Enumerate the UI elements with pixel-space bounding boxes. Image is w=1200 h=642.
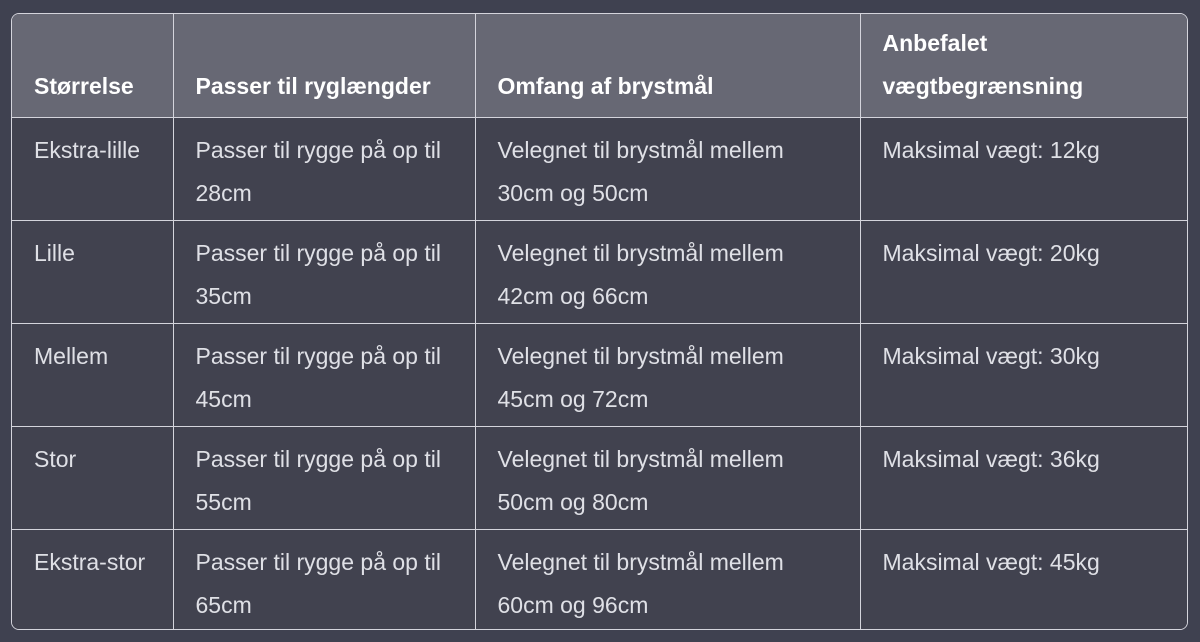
cell-size: Stor [12,426,173,529]
cell-size: Mellem [12,323,173,426]
table-row [12,529,1187,630]
table-row [12,220,1187,323]
cell-size: Lille [12,220,173,323]
header-chest-girth: Omfang af brystmål [475,14,860,117]
size-table-container [11,13,1188,630]
table-header-row [12,14,1187,117]
table-row [12,323,1187,426]
table-row [12,117,1187,220]
table-row [12,426,1187,529]
cell-chest-girth: Velegnet til brystmål mellem 30cm og 50cm [475,117,860,220]
cell-chest-girth: Velegnet til brystmål mellem 42cm og 66cm [475,220,860,323]
header-size: Størrelse [12,14,173,117]
cell-chest-girth: Velegnet til brystmål mellem 60cm og 96cm [475,529,860,630]
header-weight-limit: Anbefalet vægtbegrænsning [860,14,1187,117]
cell-size: Ekstra-stor [12,529,173,630]
cell-weight-limit: Maksimal vægt: 20kg [860,220,1187,323]
cell-back-length: Passer til rygge på op til 55cm [173,426,475,529]
size-table [12,14,1187,630]
cell-size: Ekstra-lille [12,117,173,220]
cell-back-length: Passer til rygge på op til 45cm [173,323,475,426]
cell-weight-limit: Maksimal vægt: 12kg [860,117,1187,220]
cell-back-length: Passer til rygge på op til 65cm [173,529,475,630]
header-back-length: Passer til ryglængder [173,14,475,117]
cell-back-length: Passer til rygge på op til 28cm [173,117,475,220]
cell-chest-girth: Velegnet til brystmål mellem 50cm og 80cm [475,426,860,529]
cell-chest-girth: Velegnet til brystmål mellem 45cm og 72cm [475,323,860,426]
cell-weight-limit: Maksimal vægt: 45kg [882,548,1100,575]
cell-weight-limit: Maksimal vægt: 36kg [860,426,1187,529]
cell-weight-limit: Maksimal vægt: 30kg [860,323,1187,426]
cell-back-length: Passer til rygge på op til 35cm [173,220,475,323]
